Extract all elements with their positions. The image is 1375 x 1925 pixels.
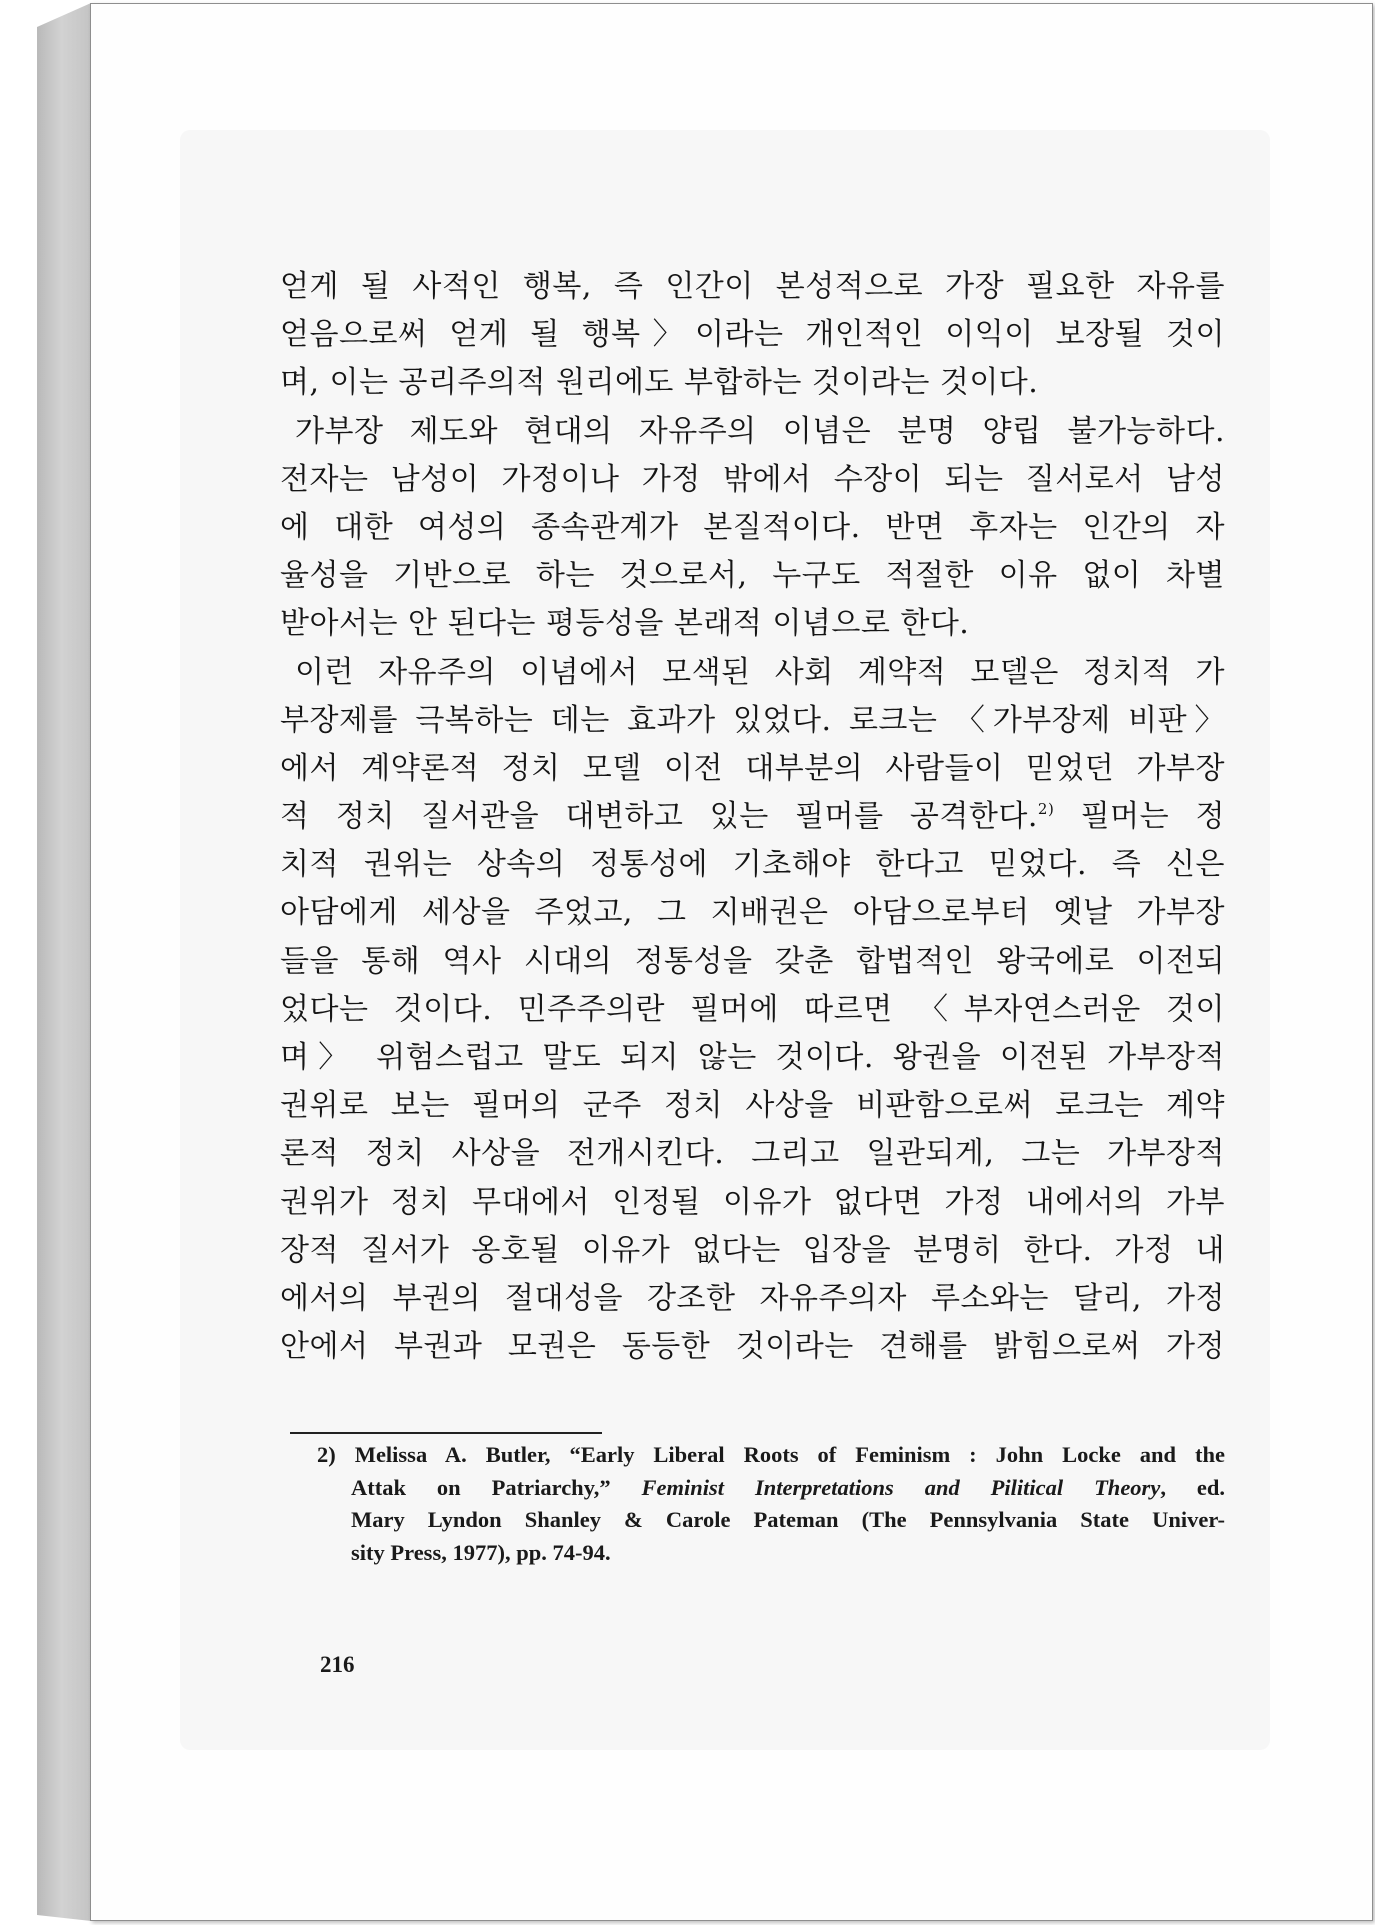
text-segment: 적 정치 질서관을 대변하고 있는 필머를 공격한다.: [280, 799, 1038, 835]
text-line: 치적 권위는 상속의 정통성에 기초해야 한다고 믿었다. 즉 신은: [280, 847, 1225, 883]
text-line: 들을 통해 역사 시대의 정통성을 갖춘 합법적인 왕국에로 이전되: [280, 943, 1225, 979]
footnote-book-title: Feminist Interpretations and Pilitical Theory: [641, 1474, 1161, 1500]
text-line: 받아서는 안 된다는 평등성을 본래적 이념으로 한다.: [280, 606, 970, 642]
text-line: 권위가 정치 무대에서 인정될 이유가 없다면 가정 내에서의 가부: [280, 1184, 1225, 1220]
footnote-reference[interactable]: 2): [1037, 800, 1055, 819]
footnote-divider: [290, 1432, 602, 1434]
text-line: 에서 계약론적 정치 모델 이전 대부분의 사람들이 믿었던 가부장: [280, 750, 1225, 786]
footnote-text: Attak on Patriarchy,”: [351, 1474, 611, 1500]
text-line: 전자는 남성이 가정이나 가정 밖에서 수장이 되는 질서로서 남성: [280, 461, 1225, 497]
text-line: 부장제를 극복하는 데는 효과가 있었다. 로크는 〈가부장제 비판〉: [280, 702, 1225, 738]
footnote: [317, 1439, 1225, 1569]
footnote-line: [317, 1439, 1225, 1472]
text-line: 에 대한 여성의 종속관계가 본질적이다. 반면 후자는 인간의 자: [280, 509, 1225, 545]
text-line: 얻음으로써 얻게 될 행복〉이라는 개인적인 이익이 보장될 것이: [280, 317, 1225, 353]
footnote-text: Melissa A. Butler, “Early Liberal Roots of Feminism : John Locke and the: [354, 1442, 1226, 1467]
text-line: 며, 이는 공리주의적 원리에도 부합하는 것이라는 것이다.: [280, 365, 1039, 401]
text-line: 가부장 제도와 현대의 자유주의 이념은 분명 양립 불가능하다.: [295, 413, 1225, 449]
page-number: 216: [320, 1652, 355, 1677]
text-line: 권위로 보는 필머의 군주 정치 사상을 비판함으로써 로크는 계약: [280, 1088, 1225, 1124]
text-line: 아담에게 세상을 주었고, 그 지배권은 아담으로부터 옛날 가부장: [280, 895, 1225, 931]
footnote-text: , ed.: [1160, 1474, 1225, 1500]
text-line: 었다는 것이다. 민주주의란 필머에 따르면 〈부자연스러운 것이: [280, 991, 1225, 1027]
text-line-with-footnote-ref: [280, 793, 1225, 841]
text-line: 율성을 기반으로 하는 것으로서, 누구도 적절한 이유 없이 차별: [280, 558, 1225, 594]
body-text: [280, 263, 1225, 1371]
text-line: 이런 자유주의 이념에서 모색된 사회 계약적 모델은 정치적 가: [295, 654, 1225, 690]
text-segment: 필머는 정: [1080, 799, 1225, 835]
footnote-line: Mary Lyndon Shanley & Carole Pateman (The Pennsylvania State Univer-: [351, 1507, 1225, 1532]
footnote-line: sity Press, 1977), pp. 74-94.: [351, 1539, 611, 1565]
text-line: 얻게 될 사적인 행복, 즉 인간이 본성적으로 가장 필요한 자유를: [280, 269, 1225, 304]
text-line: 에서의 부권의 절대성을 강조한 자유주의자 루소와는 달리, 가정: [280, 1280, 1225, 1316]
text-line: 안에서 부권과 모권은 동등한 것이라는 견해를 밝힘으로써 가정: [280, 1329, 1225, 1365]
footnote-line: [317, 1472, 1225, 1505]
text-line: 장적 질서가 옹호될 이유가 없다는 입장을 분명히 한다. 가정 내: [280, 1232, 1225, 1268]
text-line: 며〉 위험스럽고 말도 되지 않는 것이다. 왕권을 이전된 가부장적: [280, 1040, 1225, 1075]
book-spine: [37, 3, 91, 1921]
footnote-marker: 2): [317, 1442, 336, 1467]
text-line: 론적 정치 사상을 전개시킨다. 그리고 일관되게, 그는 가부장적: [280, 1136, 1225, 1172]
